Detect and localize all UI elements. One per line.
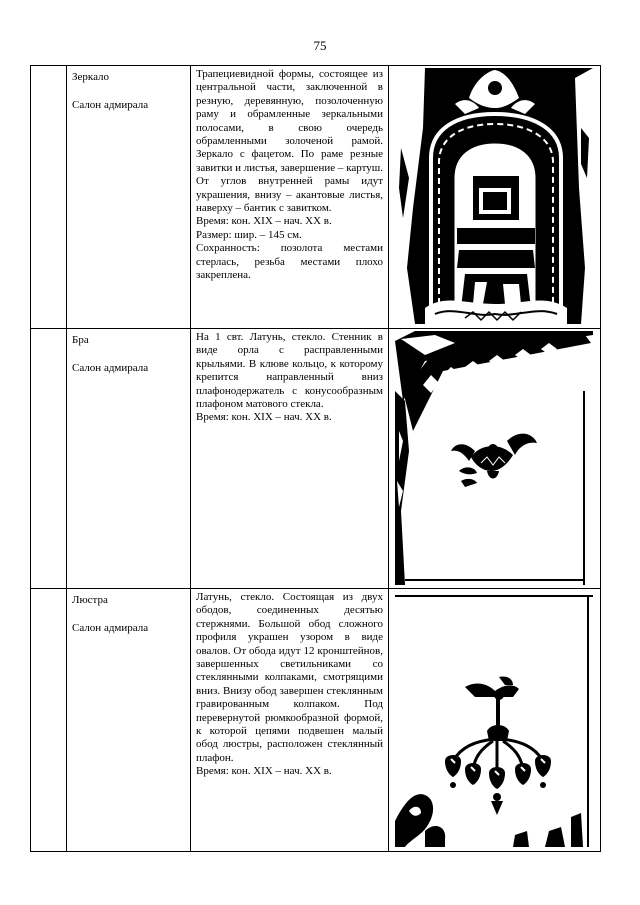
number-cell (31, 66, 67, 329)
object-name: Люстра (72, 594, 108, 606)
mirror-image (395, 68, 593, 324)
chandelier-photo (395, 591, 593, 847)
object-name: Зеркало (72, 71, 110, 83)
description-size: Размер: шир. – 145 см. (196, 228, 302, 241)
object-name: Бра (72, 334, 89, 346)
table-row (31, 589, 601, 852)
name-cell (67, 66, 191, 329)
description-text: Трапециевидной формы, состоящее из центральной части, заключенной в резную, деревянную, позолоченную раму и обрамленные зеркальными полосами, в свою очередь обрамленными золоченой рамой. Зеркало с фацетом. По раме резные завитки и листья, завершение – картуш. От углов внутренней рамы идут украшения, внизу – акантовые листья, наверху – бантик с завитком. (196, 68, 383, 215)
page-number: 75 (313, 38, 327, 53)
sconce-photo (395, 331, 593, 585)
object-location: Салон адмирала (72, 362, 149, 374)
name-cell (67, 589, 191, 852)
table-row (31, 66, 601, 329)
description-date: Время: кон. XIX – нач. XX в. (196, 215, 332, 228)
number-cell (31, 589, 67, 852)
mirror-photo (395, 68, 593, 324)
object-location: Салон адмирала (72, 622, 149, 634)
description-text: Латунь, стекло. Состоящая из двух ободов, соединенных десятью стержнями. Большой обод сложного профиля украшен узором в виде овалов. От обода идут 12 кронштейнов, завершенных светильниками со стеклянными колпаками, смотрящими вниз. Внизу обод завершен стеклянным гравированным колпаком. Под перевернутой рюмкообразной формой, к которой цепями подвешен малый обод люстры, расположен стеклянный плафон. (196, 591, 383, 764)
description-cell (191, 329, 389, 589)
photo-cell (389, 66, 601, 329)
description-cell (191, 589, 389, 852)
table-row (31, 329, 601, 589)
description-cell (191, 66, 389, 329)
description-condition: Сохранность: позолота местами стерлась, резьба местами плохо закреплена. (196, 242, 383, 282)
photo-cell (389, 589, 601, 852)
catalog-table (30, 65, 601, 852)
name-cell (67, 329, 191, 589)
object-location: Салон адмирала (72, 99, 149, 111)
number-cell (31, 329, 67, 589)
sconce-image (395, 331, 593, 585)
photo-cell (389, 329, 601, 589)
description-text: На 1 свт. Латунь, стекло. Стенник в виде орла с расправленными крыльями. В клюве кольцо, к которому крепится направленный вниз плафонодержатель с конусообразным плафоном матового стекла. (196, 331, 383, 411)
chandelier-image (395, 591, 593, 847)
description-date: Время: кон. XIX – нач. XX в. (196, 411, 332, 424)
description-date: Время: кон. XIX – нач. XX в. (196, 765, 332, 778)
